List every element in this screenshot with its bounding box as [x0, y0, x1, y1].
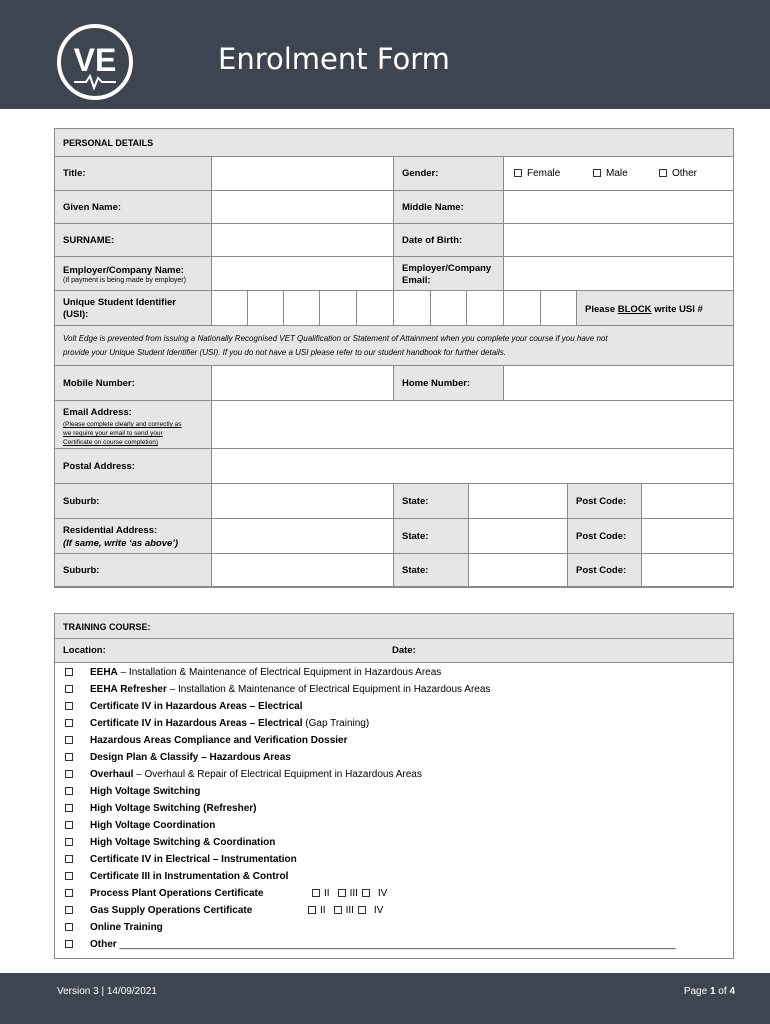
checkbox-icon[interactable] — [593, 169, 601, 177]
postal-label-cell — [55, 449, 212, 484]
checkbox-icon[interactable] — [65, 719, 73, 727]
checkbox-icon[interactable] — [514, 169, 522, 177]
given-name-label-cell — [55, 191, 212, 224]
postcode-label-cell — [568, 484, 642, 519]
middle-name-input[interactable] — [504, 191, 734, 224]
version-info: Version 3 | 14/09/2021 — [57, 986, 157, 997]
section-title: PERSONAL DETAILS — [63, 138, 154, 148]
surname-label: SURNAME: — [63, 235, 115, 246]
dob-label: Date of Birth: — [402, 235, 463, 246]
postcode-label: Post Code: — [576, 565, 627, 576]
state-label-cell — [394, 519, 469, 554]
course-option[interactable]: EEHA Refresher – Installation & Maintenance of Electrical Equipment in Hazardous Areas — [65, 682, 490, 698]
location-date-row — [55, 639, 734, 663]
course-option[interactable]: Certificate IV in Electrical – Instrumentation — [65, 852, 297, 868]
checkbox-icon[interactable] — [65, 889, 73, 897]
employer-input[interactable] — [212, 257, 394, 291]
home-input[interactable] — [504, 366, 734, 401]
email-label-cell — [55, 401, 212, 449]
usi-char-box[interactable] — [394, 291, 431, 326]
home-label-cell — [394, 366, 504, 401]
usi-char-box[interactable] — [467, 291, 504, 326]
given-name-input[interactable] — [212, 191, 394, 224]
state-label-cell — [394, 554, 469, 587]
checkbox-icon[interactable] — [362, 889, 370, 897]
course-option[interactable]: High Voltage Switching & Coordination — [65, 835, 275, 851]
suburb-label: Suburb: — [63, 565, 100, 576]
checkbox-icon[interactable] — [334, 906, 342, 914]
suburb-label-cell — [55, 554, 212, 587]
checkbox-icon[interactable] — [65, 872, 73, 880]
title-input[interactable] — [212, 157, 394, 191]
residential-suburb-input[interactable] — [212, 554, 394, 587]
checkbox-icon[interactable] — [358, 906, 366, 914]
middle-name-label-cell — [394, 191, 504, 224]
suburb-label-cell — [55, 484, 212, 519]
checkbox-icon[interactable] — [65, 702, 73, 710]
postcode-input[interactable] — [642, 484, 734, 519]
residential-suburb-state-input[interactable] — [469, 554, 568, 587]
checkbox-icon[interactable] — [659, 169, 667, 177]
date-label: Date: — [392, 645, 416, 656]
postcode-label-cell — [568, 519, 642, 554]
usi-notice-line: Volt Edge is prevented from issuing a Nationally Recognised VET Qualification or Statement of Attainment when you complete your course if you have not — [63, 334, 608, 343]
suburb-label: Suburb: — [63, 496, 100, 507]
checkbox-icon[interactable] — [308, 906, 316, 914]
page-number: Page 1 of 4 — [683, 986, 735, 997]
postcode-label: Post Code: — [576, 496, 627, 507]
dob-input[interactable] — [504, 224, 734, 257]
given-name-label: Given Name: — [63, 202, 122, 213]
checkbox-icon[interactable] — [65, 940, 73, 948]
usi-instruction: Please BLOCK write USI # — [585, 304, 703, 315]
state-label: State: — [402, 496, 429, 507]
usi-instruction-cell — [577, 291, 734, 326]
employer-email-input[interactable] — [504, 257, 734, 291]
usi-char-box[interactable] — [284, 291, 320, 326]
employer-email-label: Employer/Company Email: — [402, 263, 492, 286]
surname-input[interactable] — [212, 224, 394, 257]
usi-label: Unique Student Identifier (USI): — [63, 297, 176, 320]
checkbox-icon[interactable] — [65, 855, 73, 863]
title-label-cell — [55, 157, 212, 191]
postcode-label: Post Code: — [576, 531, 627, 542]
gender-other-option[interactable]: Other — [659, 168, 697, 179]
usi-char-box[interactable] — [248, 291, 284, 326]
checkbox-icon[interactable] — [65, 804, 73, 812]
gender-label: Gender: — [402, 168, 439, 179]
usi-notice-line: provide your Unique Student Identifier (USI). If you do not have a USI please refer to our student handbook for further details. — [63, 348, 506, 357]
course-option[interactable]: Certificate III in Instrumentation & Control — [65, 869, 288, 885]
personal-details-header — [55, 129, 734, 157]
state-input[interactable] — [469, 484, 568, 519]
usi-char-box[interactable] — [320, 291, 357, 326]
course-option[interactable]: Certificate IV in Hazardous Areas – Electrical (Gap Training) — [65, 716, 369, 732]
footer-bar — [0, 973, 770, 1024]
state-label: State: — [402, 531, 429, 542]
postal-input[interactable] — [212, 449, 734, 484]
home-label: Home Number: — [402, 378, 471, 389]
usi-label-cell — [55, 291, 212, 326]
state-label-cell — [394, 484, 469, 519]
usi-char-box[interactable] — [504, 291, 541, 326]
residential-label-cell — [55, 519, 212, 554]
level-options: II III IV — [312, 886, 387, 902]
mobile-label-cell — [55, 366, 212, 401]
employer-email-label-cell — [394, 257, 504, 291]
course-option[interactable]: Process Plant Operations Certificate II III IV — [65, 886, 263, 902]
suburb-input[interactable] — [212, 484, 394, 519]
usi-notice — [55, 326, 734, 366]
course-option[interactable]: High Voltage Switching (Refresher) — [65, 801, 257, 817]
course-option[interactable]: Design Plan & Classify – Hazardous Areas — [65, 750, 291, 766]
gender-options — [504, 157, 734, 191]
section-title: TRAINING COURSE: — [63, 622, 151, 632]
checkbox-icon[interactable] — [65, 923, 73, 931]
course-option[interactable]: Online Training — [65, 920, 163, 936]
training-header — [55, 614, 734, 639]
state-label: State: — [402, 565, 429, 576]
course-option[interactable]: Hazardous Areas Compliance and Verification Dossier — [65, 733, 348, 749]
mobile-input[interactable] — [212, 366, 394, 401]
usi-char-box[interactable] — [357, 291, 394, 326]
title-label: Title: — [63, 168, 86, 179]
usi-char-box[interactable] — [212, 291, 248, 326]
employer-label-cell — [55, 257, 212, 291]
checkbox-icon[interactable] — [65, 906, 73, 914]
course-option[interactable]: High Voltage Switching — [65, 784, 200, 800]
postcode-label-cell — [568, 554, 642, 587]
middle-name-label: Middle Name: — [402, 202, 464, 213]
usi-char-box[interactable] — [541, 291, 577, 326]
checkbox-icon[interactable] — [312, 889, 320, 897]
volt-edge-logo — [52, 24, 138, 100]
checkbox-icon[interactable] — [65, 787, 73, 795]
mobile-label: Mobile Number: — [63, 378, 135, 389]
checkbox-icon[interactable] — [65, 685, 73, 693]
checkbox-icon[interactable] — [338, 889, 346, 897]
residential-suburb-postcode-input[interactable] — [642, 554, 734, 587]
employer-label: Employer/Company Name: (If payment is being made by employer) — [63, 265, 186, 284]
checkbox-icon[interactable] — [65, 668, 73, 676]
usi-char-box[interactable] — [431, 291, 467, 326]
course-option[interactable]: Certificate IV in Hazardous Areas – Electrical — [65, 699, 303, 715]
postal-label: Postal Address: — [63, 461, 135, 472]
checkbox-icon[interactable] — [65, 838, 73, 846]
gender-male-option[interactable]: Male — [593, 168, 628, 179]
residential-input[interactable] — [212, 519, 394, 554]
course-option-other[interactable]: Other ____________________________________________________________________________________________________ — [65, 937, 720, 953]
page-title: Enrolment Form — [218, 42, 450, 76]
course-option[interactable]: High Voltage Coordination — [65, 818, 215, 834]
header-bar — [0, 0, 770, 109]
surname-label-cell — [55, 224, 212, 257]
course-option[interactable]: EEHA – Installation & Maintenance of Electrical Equipment in Hazardous Areas — [65, 665, 441, 681]
gender-female-option[interactable]: Female — [514, 168, 560, 179]
gender-label-cell — [394, 157, 504, 191]
email-label: Email Address: (Please complete clearly and correctly as we require your email to send your Certificate on course completion) — [63, 407, 182, 446]
checkbox-icon[interactable] — [65, 770, 73, 778]
residential-state-input[interactable] — [469, 519, 568, 554]
residential-label: Residential Address: (If same, write ‘as above’) — [63, 525, 179, 549]
level-options: II III IV — [308, 903, 383, 919]
dob-label-cell — [394, 224, 504, 257]
email-input[interactable] — [212, 401, 734, 449]
checkbox-icon[interactable] — [65, 753, 73, 761]
checkbox-icon[interactable] — [65, 736, 73, 744]
course-option[interactable]: Gas Supply Operations Certificate II III IV — [65, 903, 252, 919]
location-label: Location: — [63, 645, 106, 656]
personal-details-section — [54, 128, 734, 588]
residential-postcode-input[interactable] — [642, 519, 734, 554]
checkbox-icon[interactable] — [65, 821, 73, 829]
logo-text: VE — [73, 42, 117, 78]
course-option[interactable]: Overhaul – Overhaul & Repair of Electrical Equipment in Hazardous Areas — [65, 767, 422, 783]
